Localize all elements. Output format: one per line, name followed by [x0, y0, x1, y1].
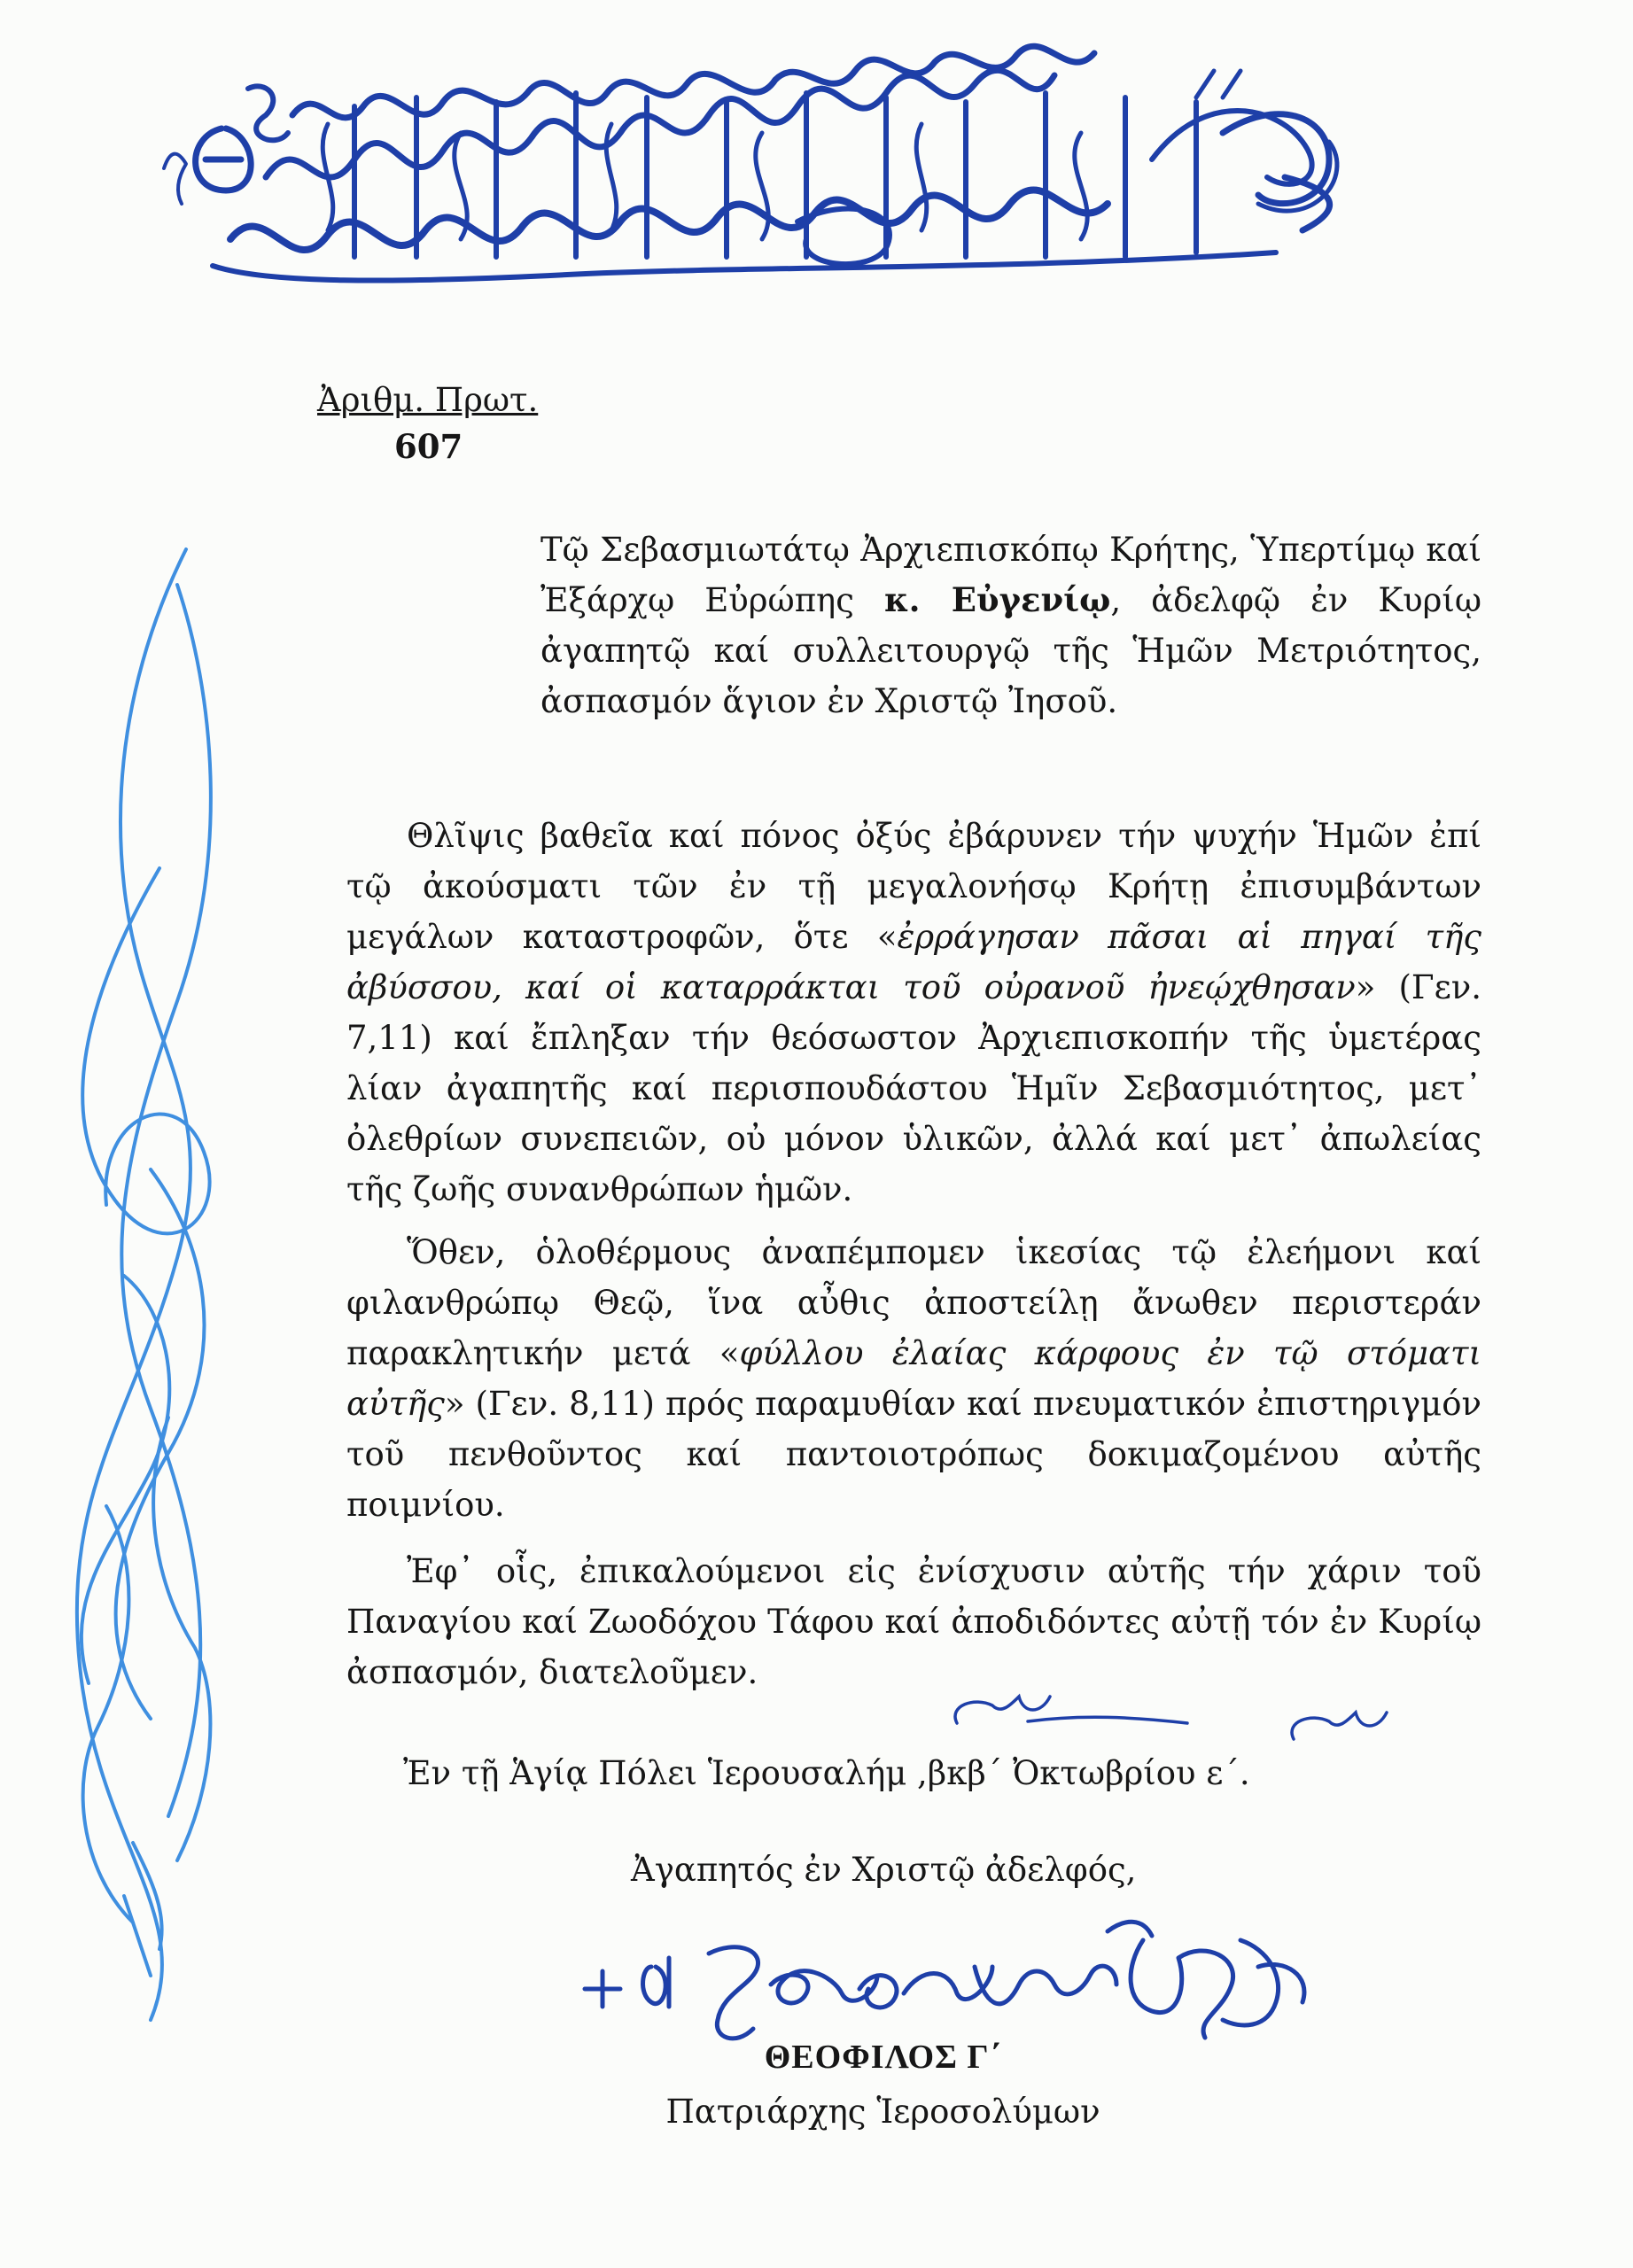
place-and-date: Ἐν τῇ Ἁγίᾳ Πόλει Ἱερουσαλήμ ,βκβ´ Ὀκτωβρίου ε´.: [403, 1754, 1250, 1792]
body-paragraph-1: [346, 811, 1481, 1215]
closing-salutation: Ἀγαπητός ἐν Χριστῷ ἀδελφός,: [631, 1851, 1137, 1889]
protocol-label: Ἀριθμ. Πρωτ.: [317, 381, 539, 419]
p1-part2: » (Γεν. 7,11) καί ἔπληξαν τήν θεόσωστον Ἀρχιεπισκοπήν τῆς ὑμετέρας λίαν ἀγαπητῆς καί περισπουδάστου Ἡμῖν Σεβασμιότητος, μετ᾽ ὀλεθρίων συνεπειῶν, οὐ μόνον ὑλικῶν, ἀλλά καί μετ᾽ ἀπωλείας τῆς ζωῆς συνανθρώπων ἡμῶν.: [346, 968, 1481, 1208]
p1-part1: Θλῖψις βαθεῖα καί πόνος ὀξύς ἐβάρυνεν τήν ψυχήν Ἡμῶν ἐπί τῷ ἀκούσματι τῶν ἐν τῇ μεγαλονήσῳ Κρήτῃ ἐπισυμβάντων μεγάλων καταστροφῶν, ὅτε «: [346, 817, 1481, 956]
p2-part2: » (Γεν. 8,11) πρός παραμυθίαν καί πνευματικόν ἐπιστηριγμόν τοῦ πενθοῦντος καί παντοιοτρόπως δοκιμαζομένου αὐτῆς ποιμνίου.: [346, 1385, 1481, 1524]
addressee-text-before: Τῷ Σεβασμιωτάτῳ Ἀρχιεπισκόπῳ Κρήτης, Ὑπερτίμῳ καί Ἐξάρχῳ Εὐρώπης: [540, 531, 1481, 619]
monogram-strokes: [164, 46, 1337, 280]
flourish-strokes: [77, 549, 211, 2020]
date-mark-strokes: [955, 1697, 1387, 1739]
addressee-text-after: , ἀδελφῷ ἐν Κυρίῳ ἀγαπητῷ καί συλλειτουργῷ τῆς Ἡμῶν Μετριότητος, ἀσπασμόν ἅγιον ἐν Χριστῷ Ἰησοῦ.: [540, 581, 1482, 720]
p1-quote: ἐρράγησαν πᾶσαι αἱ πηγαί τῆς ἀβύσσου, καί οἱ καταρράκται τοῦ οὐρανοῦ ἠνεῴχθησαν: [346, 918, 1482, 1006]
signatory-name: ΘΕΟΦΙΛΟΣ Γ΄: [764, 2039, 1002, 2076]
p2-quote: φύλλου ἐλαίας κάρφους ἐν τῷ στόματι αὐτῆς: [346, 1334, 1482, 1423]
addressee-name: κ. Εὐγενίῳ: [883, 580, 1111, 619]
handwritten-signature: [567, 1905, 1347, 2038]
date-handwritten-marks: [939, 1688, 1435, 1750]
body-paragraph-2: [346, 1227, 1481, 1530]
p2-part1: Ὅθεν, ὁλοθέρμους ἀναπέμπομεν ἱκεσίας τῷ ἐλεήμονι καί φιλανθρώπῳ Θεῷ, ἵνα αὖθις ἀποστείλῃ ἄνωθεν περιστεράν παρακλητικήν μετά «: [346, 1233, 1481, 1372]
body-paragraph-3: Ἐφ᾽ οἷς, ἐπικαλούμενοι εἰς ἐνίσχυσιν αὐτῆς τήν χάριν τοῦ Παναγίου καί Ζωοδόχου Τάφου καί ἀποδιδόντες αὐτῇ τόν ἐν Κυρίῳ ἀσπασμόν, διατελοῦμεν.: [346, 1552, 1481, 1691]
signature-strokes: [585, 1922, 1304, 2039]
patriarchal-monogram: [0, 0, 1633, 372]
margin-flourish: [0, 532, 319, 2038]
addressee-block: [540, 524, 1481, 726]
signatory-title: Πατριάρχης Ἱεροσολύμων: [665, 2093, 1100, 2131]
protocol-number: 607: [394, 427, 463, 466]
